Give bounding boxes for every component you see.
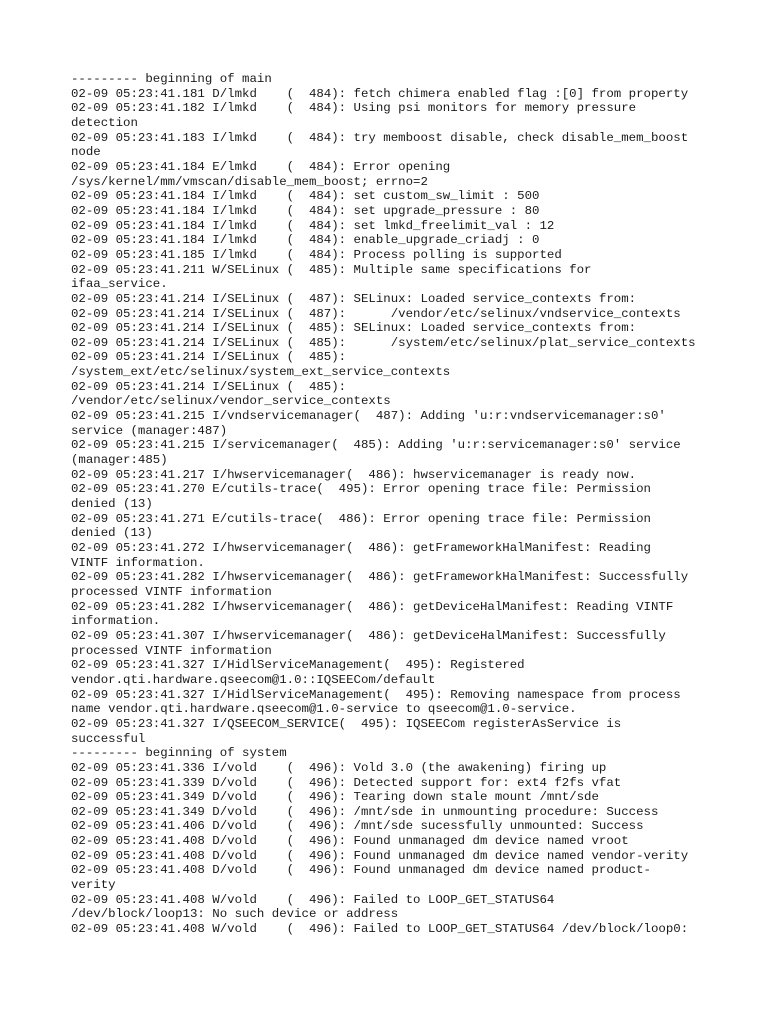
log-line: 02-09 05:23:41.282 I/hwservicemanager( 486): getDeviceHalManifest: Reading VINTF	[71, 599, 674, 614]
log-line: /system_ext/etc/selinux/system_ext_service_contexts	[71, 365, 451, 380]
log-line: denied (13)	[71, 497, 153, 512]
log-line: 02-09 05:23:41.327 I/HidlServiceManagement( 495): Removing namespace from process	[71, 687, 681, 702]
log-line: 02-09 05:23:41.184 I/lmkd ( 484): set upgrade_pressure : 80	[71, 203, 540, 218]
log-line: node	[71, 145, 101, 160]
log-line: processed VINTF information	[71, 584, 272, 599]
log-line: 02-09 05:23:41.408 D/vold ( 496): Found unmanaged dm device named vendor-verity	[71, 848, 689, 863]
log-line: 02-09 05:23:41.307 I/hwservicemanager( 486): getDeviceHalManifest: Successfully	[71, 628, 666, 643]
log-line: /sys/kernel/mm/vmscan/disable_mem_boost; errno=2	[71, 174, 428, 189]
log-text	[71, 72, 711, 937]
log-line: vendor.qti.hardware.qseecom@1.0::IQSEECom/default	[71, 672, 436, 687]
log-line: verity	[71, 878, 116, 893]
log-line: 02-09 05:23:41.214 I/SELinux ( 485):	[71, 379, 347, 394]
log-line: 02-09 05:23:41.327 I/QSEECOM_SERVICE( 495): IQSEECom registerAsService is	[71, 716, 622, 731]
log-line: 02-09 05:23:41.214 I/SELinux ( 487): /vendor/etc/selinux/vndservice_contexts	[71, 306, 681, 321]
log-line: 02-09 05:23:41.182 I/lmkd ( 484): Using psi monitors for memory pressure	[71, 101, 637, 116]
log-line: /vendor/etc/selinux/vendor_service_contexts	[71, 394, 391, 409]
log-line: 02-09 05:23:41.349 D/vold ( 496): /mnt/sde in unmounting procedure: Success	[71, 804, 659, 819]
log-line: 02-09 05:23:41.408 D/vold ( 496): Found unmanaged dm device named product-	[71, 863, 651, 878]
log-line: 02-09 05:23:41.408 W/vold ( 496): Failed to LOOP_GET_STATUS64	[71, 892, 555, 907]
log-line: information.	[71, 614, 161, 629]
log-line: 02-09 05:23:41.214 I/SELinux ( 485):	[71, 350, 347, 365]
log-line: 02-09 05:23:41.408 W/vold ( 496): Failed to LOOP_GET_STATUS64 /dev/block/loop0:	[71, 922, 689, 937]
log-line: (manager:485)	[71, 453, 168, 468]
log-line: 02-09 05:23:41.183 I/lmkd ( 484): try memboost disable, check disable_mem_boost	[71, 130, 689, 145]
log-line: 02-09 05:23:41.408 D/vold ( 496): Found unmanaged dm device named vroot	[71, 834, 629, 849]
log-line: ifaa_service.	[71, 277, 168, 292]
log-line: 02-09 05:23:41.215 I/vndservicemanager( 487): Adding 'u:r:vndservicemanager:s0'	[71, 409, 666, 424]
log-line: 02-09 05:23:41.214 I/SELinux ( 487): SELinux: Loaded service_contexts from:	[71, 291, 637, 306]
log-line: service (manager:487)	[71, 423, 228, 438]
log-line: 02-09 05:23:41.336 I/vold ( 496): Vold 3.0 (the awakening) firing up	[71, 760, 607, 775]
log-line: 02-09 05:23:41.271 E/cutils-trace( 486): Error opening trace file: Permission	[71, 511, 651, 526]
log-line: processed VINTF information	[71, 643, 272, 658]
log-line: 02-09 05:23:41.327 I/HidlServiceManagement( 495): Registered	[71, 658, 525, 673]
log-section-header: --------- beginning of system	[71, 746, 287, 761]
log-line: 02-09 05:23:41.349 D/vold ( 496): Tearing down stale mount /mnt/sde	[71, 790, 599, 805]
log-line: 02-09 05:23:41.272 I/hwservicemanager( 486): getFrameworkHalManifest: Reading	[71, 541, 651, 555]
log-line: 02-09 05:23:41.211 W/SELinux ( 485): Multiple same specifications for	[71, 262, 592, 277]
log-line: name vendor.qti.hardware.qseecom@1.0-service to qseecom@1.0-service.	[71, 702, 577, 717]
log-line: 02-09 05:23:41.214 I/SELinux ( 485): SELinux: Loaded service_contexts from:	[71, 321, 637, 336]
log-line: 02-09 05:23:41.339 D/vold ( 496): Detected support for: ext4 f2fs vfat	[71, 775, 622, 790]
log-line: successful	[71, 731, 146, 746]
log-line: 02-09 05:23:41.184 I/lmkd ( 484): set lmkd_freelimit_val : 12	[71, 218, 555, 233]
log-line: 02-09 05:23:41.214 I/SELinux ( 485): /system/etc/selinux/plat_service_contexts	[71, 335, 696, 350]
log-line: 02-09 05:23:41.217 I/hwservicemanager( 486): hwservicemanager is ready now.	[71, 467, 637, 482]
log-line: VINTF information.	[71, 555, 205, 570]
log-line: 02-09 05:23:41.406 D/vold ( 496): /mnt/sde sucessfully unmounted: Success	[71, 819, 644, 834]
log-line: 02-09 05:23:41.181 D/lmkd ( 484): fetch chimera enabled flag :[0] from property	[71, 86, 689, 101]
log-line: 02-09 05:23:41.185 I/lmkd ( 484): Process polling is supported	[71, 247, 562, 262]
log-line: /dev/block/loop13: No such device or address	[71, 907, 399, 922]
log-line: 02-09 05:23:41.215 I/servicemanager( 485): Adding 'u:r:servicemanager:s0' service	[71, 438, 681, 453]
log-line: denied (13)	[71, 526, 153, 541]
log-line: 02-09 05:23:41.270 E/cutils-trace( 495): Error opening trace file: Permission	[71, 482, 651, 497]
log-line: 02-09 05:23:41.282 I/hwservicemanager( 486): getFrameworkHalManifest: Successfully	[71, 570, 689, 585]
log-line: detection	[71, 115, 138, 130]
log-section-header: --------- beginning of main	[71, 72, 272, 86]
log-line: 02-09 05:23:41.184 E/lmkd ( 484): Error opening	[71, 159, 451, 174]
log-line: 02-09 05:23:41.184 I/lmkd ( 484): set custom_sw_limit : 500	[71, 189, 540, 204]
log-line: 02-09 05:23:41.184 I/lmkd ( 484): enable_upgrade_criadj : 0	[71, 233, 540, 248]
